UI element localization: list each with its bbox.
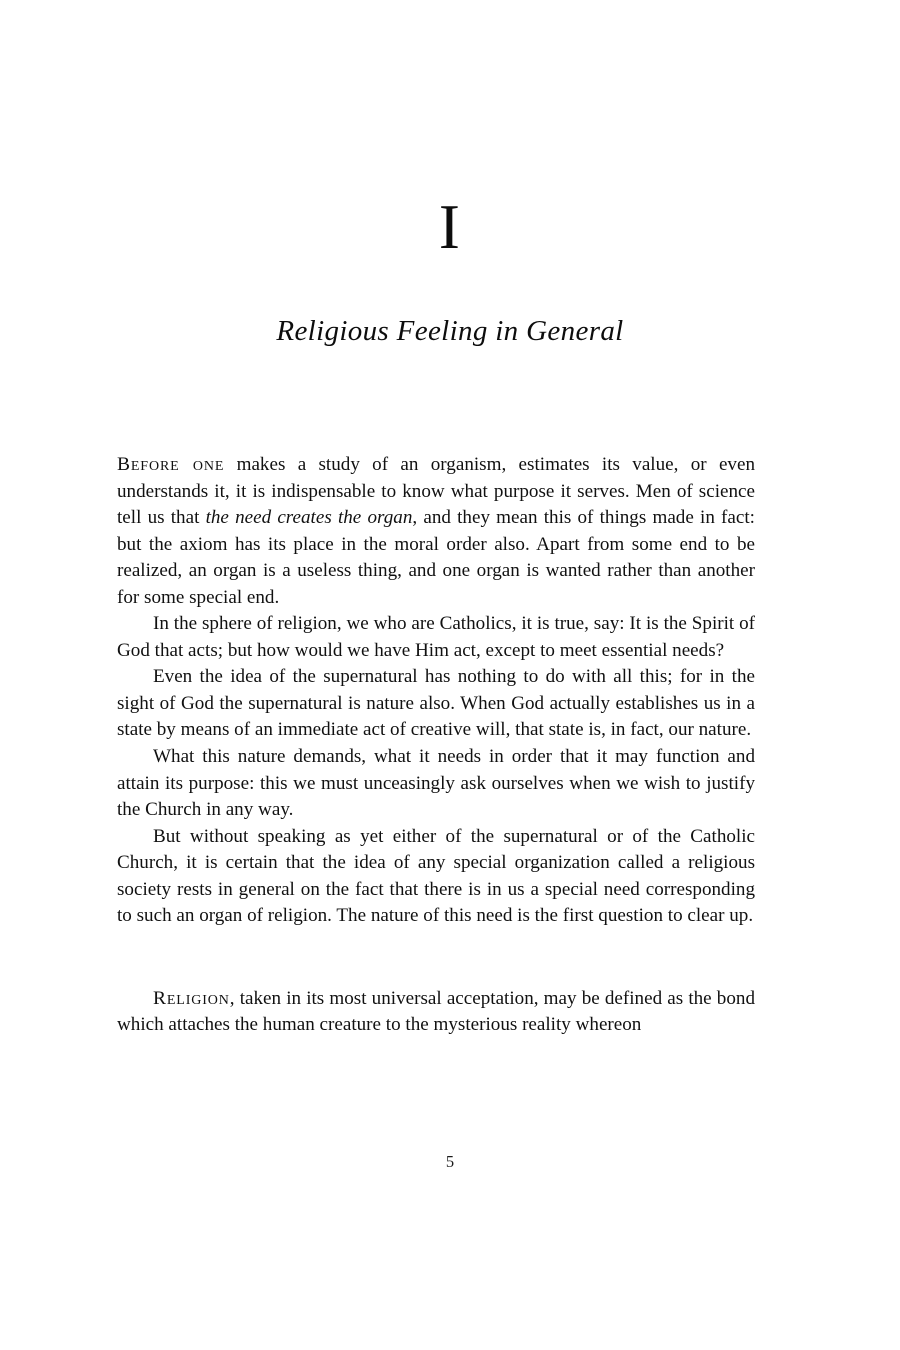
paragraph-1-segment-3: , and they mean this of things made in fact: but the axiom has its place in the moral order also. Apart from some end to be realized, an organ is a useless thing, and one organ is wanted rather than another for some special end. <box>117 507 755 608</box>
paragraph-6 <box>117 986 755 1039</box>
paragraph-4 <box>117 744 755 824</box>
chapter-title: Religious Feeling in General <box>276 315 624 347</box>
paragraph-1-segment-1: makes a study of an organism, estimates its value, or even understands it, it is indispensable to know what purpose it serves. Men of science tell us that <box>117 454 755 529</box>
paragraph-2-text: In the sphere of religion, we who are Catholics, it is true, say: It is the Spirit of God that acts; but how would we have Him act, except to meet essential needs? <box>117 613 755 661</box>
small-caps-lead-before-one: Before one <box>117 454 225 475</box>
paragraph-1 <box>117 452 755 611</box>
page-number: 5 <box>445 1152 455 1171</box>
body-text-block <box>117 452 755 1039</box>
small-caps-lead-religion: Religion <box>153 987 230 1009</box>
paragraph-5 <box>117 824 755 930</box>
paragraph-5-text: But without speaking as yet either of the supernatural or of the Catholic Church, it is certain that the idea of any special organization called a religious society rests in general on the fact that there is in us a special need corresponding to such an organ of religion. The nature of this need is the first question to clear up. <box>117 825 755 927</box>
chapter-number: I <box>438 192 462 262</box>
paragraph-4-text: What this nature demands, what it needs in order that it may function and attain its purpose: this we must unceasingly ask ourselves when we wish to justify the Church in any way. <box>117 746 755 821</box>
paragraph-1-italic-phrase: the need creates the organ <box>205 507 413 529</box>
chapter-heading <box>0 192 900 348</box>
paragraph-6-segment-1: , taken in its most universal acceptation, may be defined as the bond which attaches the human creature to the mysterious reality whereon <box>117 987 755 1036</box>
paragraph-2 <box>117 611 755 664</box>
paragraph-3-text: Even the idea of the supernatural has nothing to do with all this; for in the sight of God the supernatural is nature also. When God actually establishes us in a state by means of an immediate act of creative will, that state is, in fact, our nature. <box>117 666 755 741</box>
paragraph-3 <box>117 664 755 744</box>
